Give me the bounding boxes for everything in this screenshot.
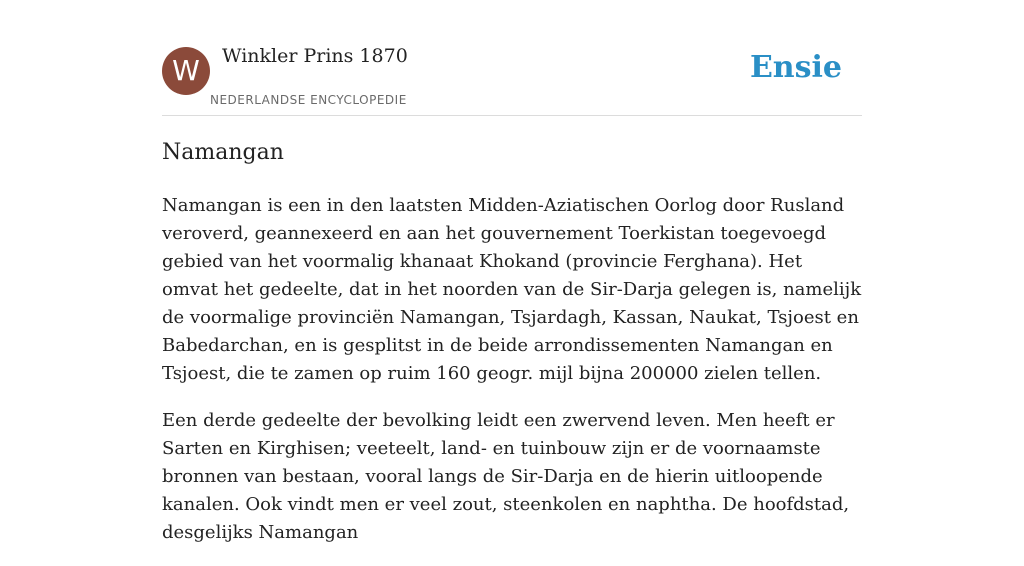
article-paragraph: Namangan is een in den laatsten Midden-Aziatischen Oorlog door Rusland veroverd, geannexeerd en aan het gouvernement Toerkistan toegevoegd gebied van het voormalig khanaat Khokand (provincie Ferghana). Het omvat het gedeelte, dat in het noorden van de Sir-Darja gelegen is, namelijk de voormalige provinciën Namangan, Tsjardagh, Kassan, Naukat, Tsjoest en Babedarchan, en is gesplitst in de beide arrondissementen Namangan en Tsjoest, die te zamen op ruim 160 geogr. mijl bijna 200000 zielen tellen.: [162, 195, 862, 384]
site-header: [162, 0, 862, 116]
source-subtitle: NEDERLANDSE ENCYCLOPEDIE: [210, 93, 407, 107]
source-title[interactable]: Winkler Prins 1870: [222, 45, 408, 67]
source-avatar[interactable]: W: [162, 47, 210, 95]
brand-logo-link[interactable]: Ensie: [749, 50, 842, 85]
article-paragraph: Een derde gedeelte der bevolking leidt een zwervend leven. Men heeft er Sarten en Kirghisen; veeteelt, land- en tuinbouw zijn er de voornaamste bronnen van bestaan, vooral langs de Sir-Darja en de hierin uitloopende kanalen. Ook vindt men er veel zout, steenkolen en naphtha. De hoofdstad, desgelijks Namangan: [162, 410, 850, 543]
article-body: [162, 192, 862, 566]
article-title: Namangan: [162, 140, 284, 165]
